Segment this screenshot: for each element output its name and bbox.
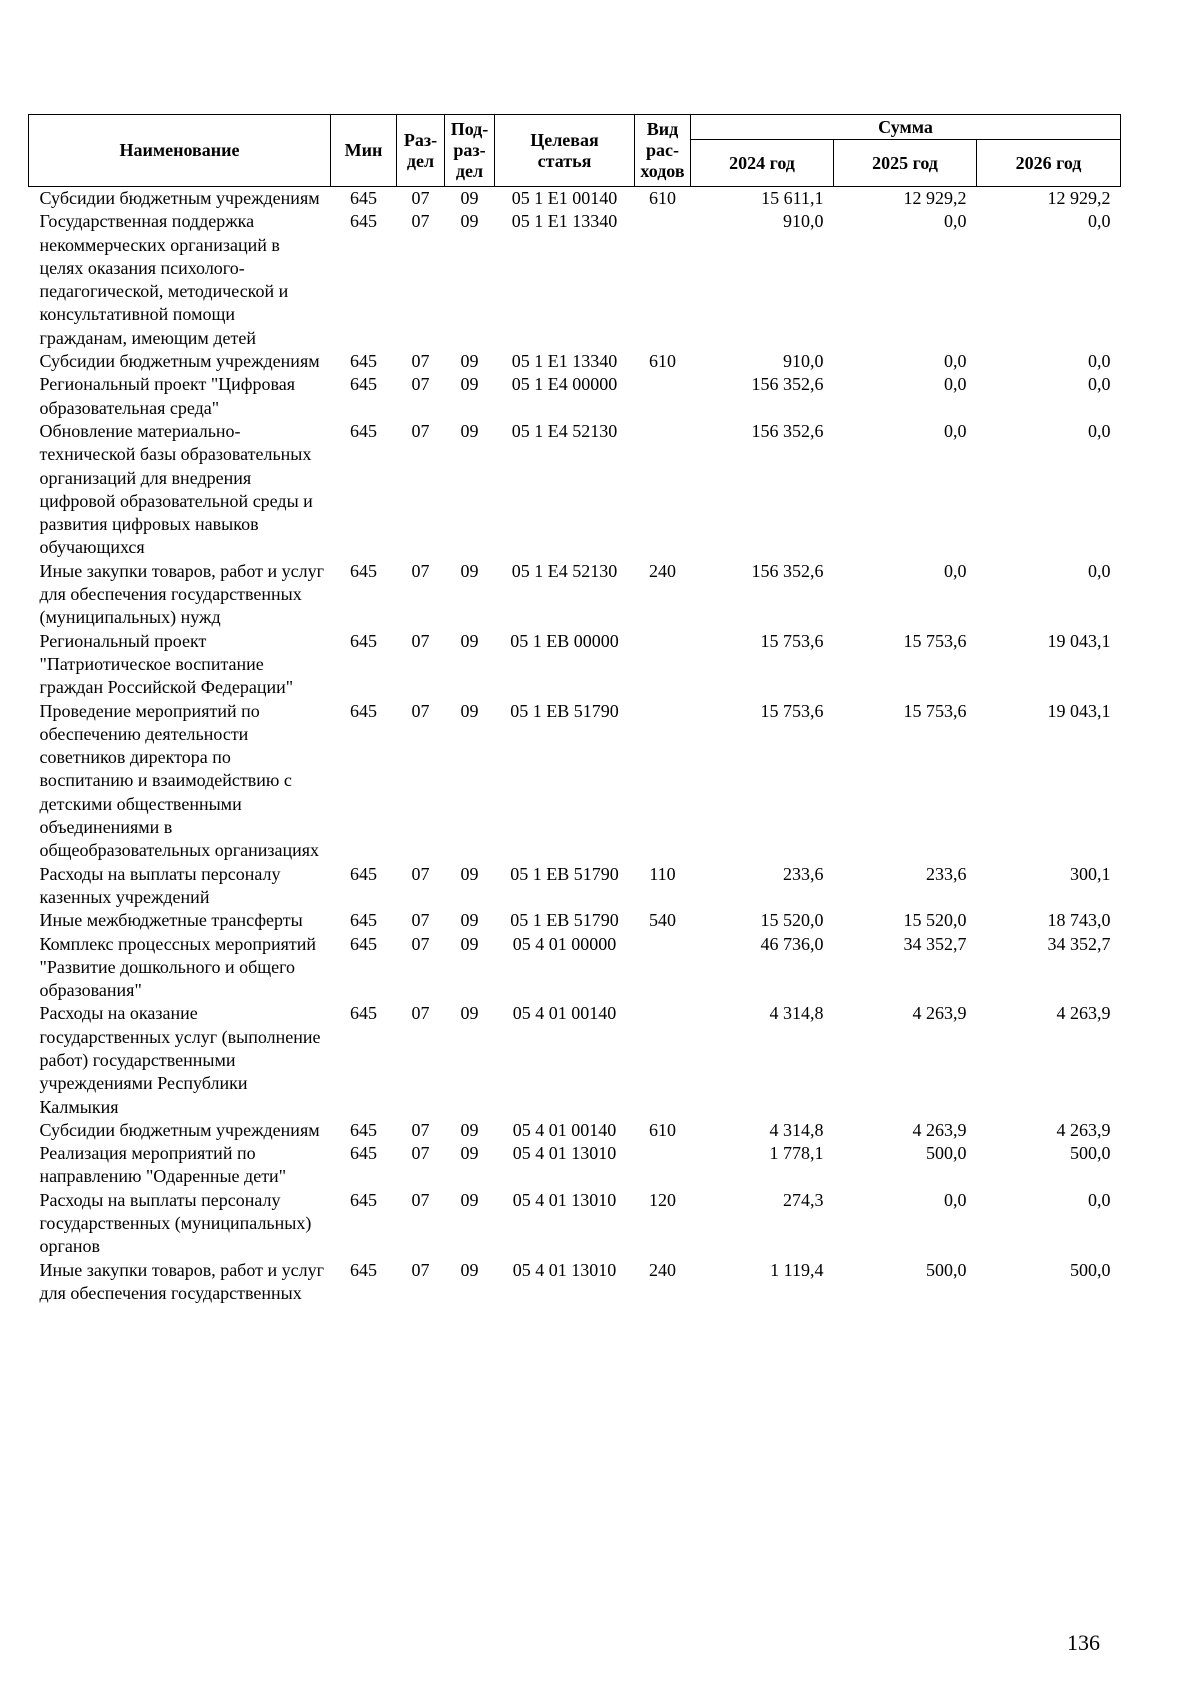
- row-podrazdel: 09: [460, 1189, 479, 1210]
- row-name: Реализация мероприятий по направлению "Одаренные дети": [39, 1143, 287, 1187]
- page-number: 136: [1067, 1630, 1100, 1655]
- row-celevaya: 05 4 01 13010: [512, 1259, 617, 1280]
- row-amount-2025: 34 352,7: [903, 933, 967, 954]
- row-vid: 240: [649, 560, 676, 581]
- header-min: Мин: [331, 115, 397, 187]
- row-amount-2026: 4 263,9: [1056, 1003, 1111, 1024]
- row-podrazdel: 09: [460, 351, 479, 372]
- row-name: Комплекс процессных мероприятий "Развитие дошкольного и общего образования": [39, 933, 317, 1001]
- row-podrazdel: 09: [460, 1143, 479, 1164]
- row-podrazdel: 09: [460, 933, 479, 954]
- row-celevaya: 05 1 EB 51790: [510, 910, 619, 931]
- row-name: Иные межбюджетные трансферты: [39, 910, 303, 931]
- row-razdel: 07: [411, 560, 430, 581]
- row-amount-2025: 500,0: [926, 1143, 967, 1164]
- row-podrazdel: 09: [460, 910, 479, 931]
- row-vid: [635, 373, 691, 420]
- row-amount-2026: 0,0: [1088, 211, 1111, 232]
- row-name: Субсидии бюджетным учреждениям: [39, 188, 320, 208]
- row-amount-2026: 0,0: [1088, 1189, 1111, 1210]
- row-celevaya: 05 1 E1 00140: [511, 188, 618, 208]
- row-amount-2025: 500,0: [926, 1259, 967, 1280]
- row-celevaya: 05 1 EB 51790: [510, 863, 619, 884]
- row-celevaya: 05 1 E4 52130: [511, 420, 618, 441]
- budget-table: [28, 114, 1121, 1305]
- row-amount-2024: 156 352,6: [751, 374, 824, 395]
- row-celevaya: 05 4 01 00140: [512, 1003, 617, 1024]
- row-min: 645: [350, 1259, 377, 1280]
- row-amount-2024: 4 314,8: [769, 1119, 824, 1140]
- header-name: Наименование: [29, 115, 331, 187]
- row-amount-2024: 233,6: [783, 863, 824, 884]
- row-razdel: 07: [411, 910, 430, 931]
- row-celevaya: 05 1 EB 00000: [510, 630, 619, 651]
- row-celevaya: 05 4 01 00000: [512, 933, 617, 954]
- row-razdel: 07: [411, 1143, 430, 1164]
- row-min: 645: [350, 1003, 377, 1024]
- table-row: [29, 1002, 1121, 1118]
- row-name: Иные закупки товаров, работ и услуг для обеспечения государственных: [39, 1259, 324, 1303]
- row-amount-2026: 0,0: [1088, 351, 1111, 372]
- row-amount-2025: 0,0: [944, 374, 967, 395]
- table-row: [29, 700, 1121, 863]
- row-min: 645: [350, 910, 377, 931]
- row-podrazdel: 09: [460, 863, 479, 884]
- row-name: Субсидии бюджетным учреждениям: [39, 351, 320, 372]
- row-amount-2025: 4 263,9: [912, 1119, 967, 1140]
- row-amount-2026: 500,0: [1070, 1143, 1111, 1164]
- row-amount-2024: 4 314,8: [769, 1003, 824, 1024]
- row-amount-2025: 15 753,6: [903, 630, 967, 651]
- row-name: Расходы на оказание государственных услуг (выполнение работ) государственными учреждениями Республики Калмыкия: [39, 1003, 321, 1117]
- row-vid: 120: [649, 1189, 676, 1210]
- row-min: 645: [350, 630, 377, 651]
- table-body: [29, 187, 1121, 1306]
- row-amount-2026: 18 743,0: [1047, 910, 1111, 931]
- row-razdel: 07: [411, 1003, 430, 1024]
- row-min: 645: [350, 351, 377, 372]
- row-amount-2024: 15 753,6: [760, 630, 824, 651]
- row-vid: [635, 210, 691, 350]
- row-celevaya: 05 4 01 13010: [512, 1189, 617, 1210]
- row-razdel: 07: [411, 420, 430, 441]
- row-amount-2025: 0,0: [944, 351, 967, 372]
- row-razdel: 07: [411, 351, 430, 372]
- row-name: Региональный проект "Патриотическое воспитание граждан Российской Федерации": [39, 630, 294, 698]
- row-amount-2024: 156 352,6: [751, 560, 824, 581]
- table-row: [29, 350, 1121, 373]
- row-amount-2024: 46 736,0: [760, 933, 824, 954]
- row-celevaya: 05 1 E4 00000: [511, 374, 618, 395]
- row-celevaya: 05 4 01 13010: [512, 1143, 617, 1164]
- row-celevaya: 05 1 E1 13340: [511, 351, 618, 372]
- row-razdel: 07: [411, 188, 430, 208]
- row-podrazdel: 09: [460, 1259, 479, 1280]
- header-summa: Сумма: [691, 115, 1121, 140]
- table-row: [29, 1119, 1121, 1142]
- row-name: Государственная поддержка некоммерческих организаций в целях оказания психолого-педагогической, методической и консультативной помощи гражданам, имеющим детей: [39, 211, 289, 348]
- row-min: 645: [350, 1143, 377, 1164]
- table-row: [29, 560, 1121, 630]
- row-name: Региональный проект "Цифровая образовательная среда": [39, 374, 295, 418]
- row-razdel: 07: [411, 630, 430, 651]
- row-vid: 610: [649, 1119, 676, 1140]
- row-amount-2025: 12 929,2: [903, 188, 967, 208]
- row-amount-2026: 34 352,7: [1047, 933, 1111, 954]
- row-amount-2024: 274,3: [783, 1189, 824, 1210]
- row-podrazdel: 09: [460, 420, 479, 441]
- row-razdel: 07: [411, 1189, 430, 1210]
- table-row: [29, 373, 1121, 420]
- row-amount-2024: 15 753,6: [760, 700, 824, 721]
- table-row: [29, 909, 1121, 932]
- row-celevaya: 05 4 01 00140: [512, 1119, 617, 1140]
- row-vid: [635, 933, 691, 1003]
- header-vid: Вид рас- ходов: [635, 115, 691, 187]
- row-amount-2025: 15 520,0: [903, 910, 967, 931]
- header-2026: 2026 год: [977, 140, 1121, 187]
- row-min: 645: [350, 700, 377, 721]
- row-name: Расходы на выплаты персоналу казенных учреждений: [39, 863, 281, 907]
- row-amount-2024: 15 611,1: [761, 188, 824, 208]
- row-amount-2025: 0,0: [944, 560, 967, 581]
- row-podrazdel: 09: [460, 374, 479, 395]
- header-2024: 2024 год: [691, 140, 834, 187]
- row-amount-2024: 1 778,1: [769, 1143, 824, 1164]
- row-amount-2025: 233,6: [926, 863, 967, 884]
- row-min: 645: [350, 374, 377, 395]
- table-row: [29, 420, 1121, 560]
- row-amount-2026: 500,0: [1070, 1259, 1111, 1280]
- table-row: [29, 1259, 1121, 1306]
- row-name: Расходы на выплаты персоналу государственных (муниципальных) органов: [39, 1189, 312, 1257]
- row-amount-2025: 0,0: [944, 420, 967, 441]
- row-vid: [635, 630, 691, 700]
- table-row: [29, 187, 1121, 211]
- row-razdel: 07: [411, 933, 430, 954]
- table-row: [29, 933, 1121, 1003]
- row-amount-2026: 0,0: [1088, 374, 1111, 395]
- row-razdel: 07: [411, 1259, 430, 1280]
- row-amount-2024: 910,0: [783, 211, 824, 232]
- row-podrazdel: 09: [460, 560, 479, 581]
- row-razdel: 07: [411, 700, 430, 721]
- row-amount-2026: 0,0: [1088, 420, 1111, 441]
- table-header: [29, 115, 1121, 187]
- header-podrazdel: Под- раз- дел: [445, 115, 495, 187]
- table-row: [29, 1142, 1121, 1189]
- row-min: 645: [350, 560, 377, 581]
- row-vid: [635, 1002, 691, 1118]
- row-vid: [635, 420, 691, 560]
- row-razdel: 07: [411, 1119, 430, 1140]
- row-amount-2025: 0,0: [944, 1189, 967, 1210]
- header-razdel: Раз- дел: [397, 115, 445, 187]
- row-amount-2026: 12 929,2: [1047, 188, 1111, 208]
- row-amount-2024: 156 352,6: [751, 420, 824, 441]
- row-amount-2026: 19 043,1: [1047, 630, 1111, 651]
- row-celevaya: 05 1 E4 52130: [511, 560, 618, 581]
- header-celevaya: Целевая статья: [495, 115, 635, 187]
- row-min: 645: [350, 933, 377, 954]
- row-celevaya: 05 1 E1 13340: [511, 211, 618, 232]
- row-amount-2026: 0,0: [1088, 560, 1111, 581]
- table-row: [29, 863, 1121, 910]
- row-amount-2025: 15 753,6: [903, 700, 967, 721]
- table-row: [29, 1189, 1121, 1259]
- row-vid: 540: [649, 910, 676, 931]
- row-podrazdel: 09: [460, 1119, 479, 1140]
- row-vid: 110: [649, 863, 676, 884]
- row-razdel: 07: [411, 211, 430, 232]
- row-min: 645: [350, 211, 377, 232]
- row-vid: 610: [649, 188, 676, 208]
- row-amount-2024: 1 119,4: [770, 1259, 824, 1280]
- row-podrazdel: 09: [460, 211, 479, 232]
- row-amount-2024: 15 520,0: [760, 910, 824, 931]
- row-name: Субсидии бюджетным учреждениям: [39, 1119, 320, 1140]
- row-min: 645: [350, 188, 377, 208]
- row-name: Проведение мероприятий по обеспечению деятельности советников директора по воспитанию и взаимодействию с детскими общественными объединениями в общеобразовательных организациях: [39, 700, 320, 861]
- row-name: Иные закупки товаров, работ и услуг для обеспечения государственных (муниципальных) нужд: [39, 560, 324, 628]
- row-podrazdel: 09: [460, 630, 479, 651]
- row-min: 645: [350, 420, 377, 441]
- row-amount-2026: 19 043,1: [1047, 700, 1111, 721]
- row-razdel: 07: [411, 374, 430, 395]
- row-podrazdel: 09: [460, 700, 479, 721]
- row-amount-2024: 910,0: [783, 351, 824, 372]
- row-vid: 610: [649, 351, 676, 372]
- row-amount-2025: 4 263,9: [912, 1003, 967, 1024]
- row-vid: [635, 1142, 691, 1189]
- row-amount-2026: 300,1: [1070, 863, 1111, 884]
- row-amount-2025: 0,0: [944, 211, 967, 232]
- row-vid: 240: [649, 1259, 676, 1280]
- row-podrazdel: 09: [460, 188, 479, 208]
- row-podrazdel: 09: [460, 1003, 479, 1024]
- row-celevaya: 05 1 EB 51790: [510, 700, 619, 721]
- row-razdel: 07: [411, 863, 430, 884]
- table-row: [29, 210, 1121, 350]
- row-vid: [635, 700, 691, 863]
- header-2025: 2025 год: [834, 140, 977, 187]
- row-name: Обновление материально-технической базы образовательных организаций для внедрения цифровой образовательной среды и развития цифровых навыков обучающихся: [39, 420, 313, 558]
- row-amount-2026: 4 263,9: [1056, 1119, 1111, 1140]
- row-min: 645: [350, 1189, 377, 1210]
- row-min: 645: [350, 863, 377, 884]
- row-min: 645: [350, 1119, 377, 1140]
- table-row: [29, 630, 1121, 700]
